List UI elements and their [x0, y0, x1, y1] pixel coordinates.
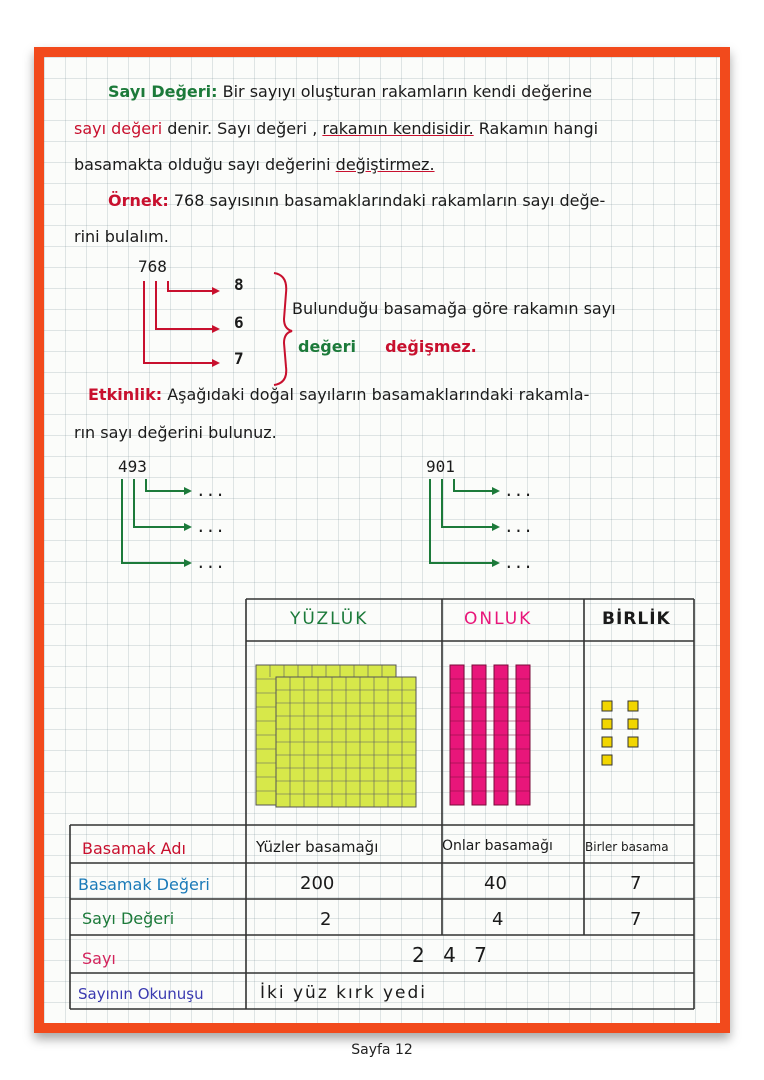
activity-b-blank-ones: ...	[504, 481, 533, 500]
definition-term-inline: sayı değeri	[74, 119, 163, 138]
cell-digit-4: 4	[492, 909, 504, 930]
row-label-basamak-adi: Basamak Adı	[82, 839, 186, 858]
row-label-basamak-degeri: Basamak Değeri	[78, 875, 210, 894]
activity-a-blank-hundreds: ...	[196, 553, 225, 572]
activity-arrowheads-a	[184, 487, 192, 567]
activity-tree-b	[430, 479, 494, 563]
cell-birler-basamagi: Birler basama	[585, 840, 669, 854]
header-birlik: BİRLİK	[602, 609, 671, 629]
activity-arrowheads-b	[492, 487, 500, 567]
definition-line2-text: denir. Sayı değeri ,	[162, 119, 323, 138]
example-label: Örnek:	[108, 191, 169, 210]
header-onluk: ONLUK	[464, 609, 533, 629]
example-digit-ones: 8	[234, 275, 244, 294]
row-label-okunusu: Sayının Okunuşu	[78, 985, 204, 1003]
tens-rods	[450, 665, 530, 805]
definition-line3-underlined: değiştirmez.	[335, 155, 435, 174]
example-tree-arrows	[144, 281, 216, 363]
example-digit-hundreds: 7	[234, 349, 244, 368]
activity-b-blank-tens: ...	[504, 517, 533, 536]
notebook-page	[44, 57, 720, 1023]
example-digit-tens: 6	[234, 313, 244, 332]
row-label-sayi: Sayı	[82, 949, 116, 968]
example-number: 768	[138, 257, 167, 276]
activity-a-blank-tens: ...	[196, 517, 225, 536]
example-line2-text: rini bulalım.	[74, 227, 169, 246]
cell-digit-7: 7	[630, 909, 642, 930]
definition-line2-end: Rakamın hangi	[473, 119, 599, 138]
cell-value-200: 200	[300, 873, 335, 894]
activity-a-blank-ones: ...	[196, 481, 225, 500]
example-note-text: Bulunduğu basamağa göre rakamın sayı	[292, 299, 616, 318]
header-yuzluk: YÜZLÜK	[290, 609, 369, 629]
activity-line1-text: Aşağıdaki doğal sayıların basamaklarındaki rakamla-	[162, 385, 590, 404]
cell-onlar-basamagi: Onlar basamağı	[442, 838, 553, 854]
cell-digit-2: 2	[320, 909, 332, 930]
definition-term: Sayı Değeri:	[108, 82, 218, 101]
activity-label: Etkinlik:	[88, 385, 163, 404]
activity-b-blank-hundreds: ...	[504, 553, 533, 572]
hundreds-blocks	[256, 665, 416, 807]
example-note-word1: değeri	[298, 337, 356, 356]
definition-line3-text: basamakta olduğu sayı değerini	[74, 155, 336, 174]
example-note-word2: değişmez.	[385, 337, 477, 356]
page-number: Sayfa 12	[351, 1042, 413, 1058]
cell-number: 2 4 7	[412, 943, 493, 967]
definition-underlined: rakamın kendisidir.	[322, 119, 474, 138]
drawings-layer	[44, 57, 720, 1023]
row-label-sayi-degeri: Sayı Değeri	[82, 909, 175, 928]
page-frame	[34, 47, 730, 1033]
cell-value-40: 40	[484, 873, 507, 894]
example-brace	[274, 273, 292, 385]
cell-value-7: 7	[630, 873, 642, 894]
activity-number-a: 493	[118, 457, 147, 476]
definition-line1-text: Bir sayıyı oluşturan rakamların kendi değerine	[217, 82, 593, 101]
example-arrowheads	[212, 287, 220, 367]
example-line1-text: 768 sayısının basamaklarındaki rakamların sayı değe-	[168, 191, 606, 210]
cell-reading: İki yüz kırk yedi	[260, 983, 427, 1003]
activity-line2-text: rın sayı değerini bulunuz.	[74, 423, 277, 442]
activity-tree-a	[122, 479, 186, 563]
cell-yuzler-basamagi: Yüzler basamağı	[256, 838, 379, 856]
unit-cubes	[602, 701, 638, 765]
activity-number-b: 901	[426, 457, 455, 476]
